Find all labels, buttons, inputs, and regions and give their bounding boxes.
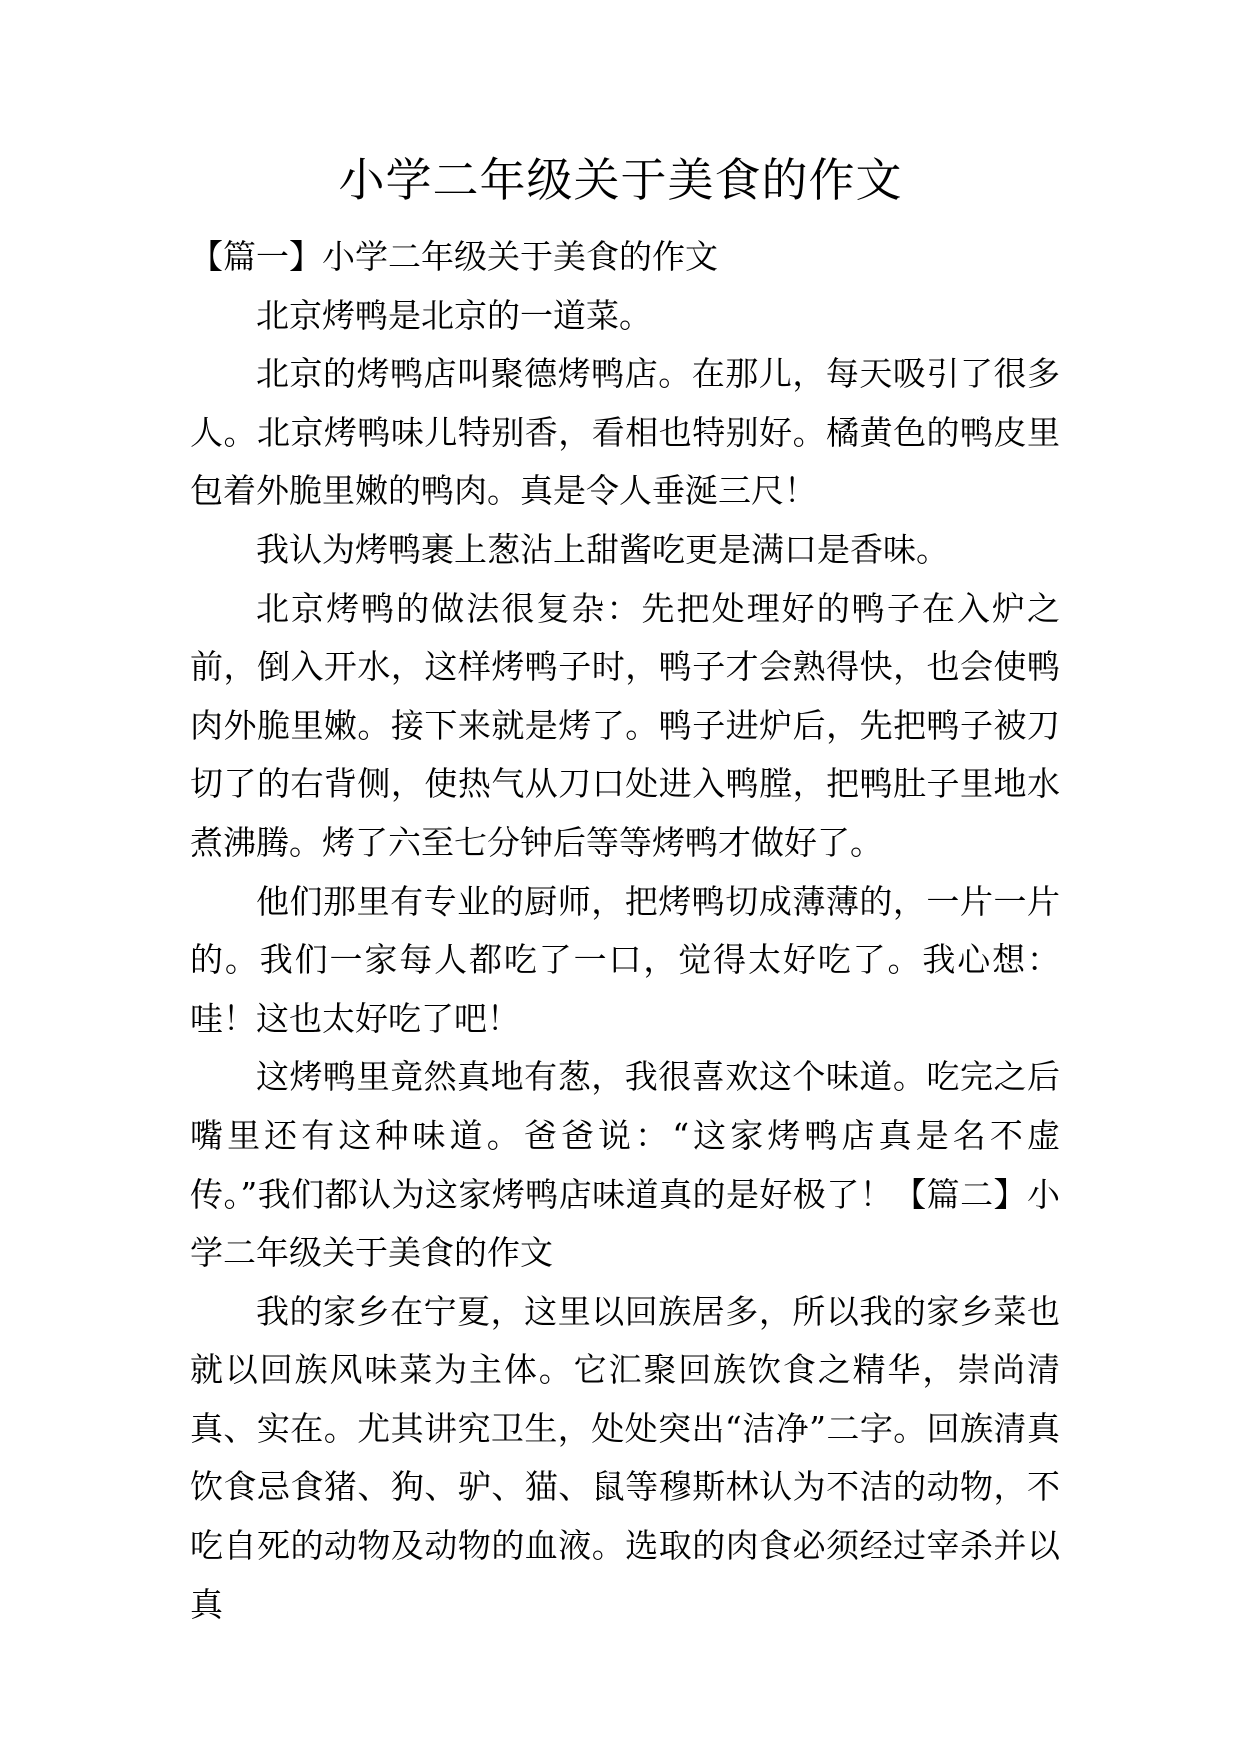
document-title: 小学二年级关于美食的作文 [338,153,903,207]
paragraph: 北京烤鸭是北京的一道菜。 [256,295,652,335]
paragraph: 北京的烤鸭店叫聚德烤鸭店。在那儿，每天吸引了很多人。北京烤鸭味儿特别香，看相也特别好。橘黄色的鸭皮里包着外脆里嫩的鸭肉。真是令人垂涎三尺！ [190,354,1060,511]
paragraph: 我的家乡在宁夏，这里以回族居多，所以我的家乡菜也就以回族风味菜为主体。它汇聚回族饮食之精华，崇尚清真、实在。尤其讲究卫生，处处突出“洁净”二字。回族清真饮食忌食猪、狗、驴、猫、鼠等穆斯林认为不洁的动物，不吃自死的动物及动物的血液。选取的肉食必须经过宰杀并以真 [190,1291,1060,1624]
document-body [190,228,1060,1634]
paragraph: 我认为烤鸭裹上葱沾上甜酱吃更是满口是香味。 [256,529,949,569]
paragraph: 北京烤鸭的做法很复杂：先把处理好的鸭子在入炉之前，倒入开水，这样烤鸭子时，鸭子才会熟得快，也会使鸭肉外脆里嫩。接下来就是烤了。鸭子进炉后，先把鸭子被刀切了的右背侧，使热气从刀口处进入鸭膛，把鸭肚子里地水煮沸腾。烤了六至七分钟后等等烤鸭才做好了。 [190,588,1060,862]
paragraph: 他们那里有专业的厨师，把烤鸭切成薄薄的，一片一片的。我们一家每人都吃了一口，觉得太好吃了。我心想：哇！这也太好吃了吧！ [190,881,1060,1038]
section-heading: 【篇一】小学二年级关于美食的作文 [190,237,718,276]
paragraph: 这烤鸭里竟然真地有葱，我很喜欢这个味道。吃完之后嘴里还有这种味道。爸爸说：“这家烤鸭店真是名不虚传。”我们都认为这家烤鸭店味道真的是好极了！【篇二】小学二年级关于美食的作文 [190,1057,1060,1273]
